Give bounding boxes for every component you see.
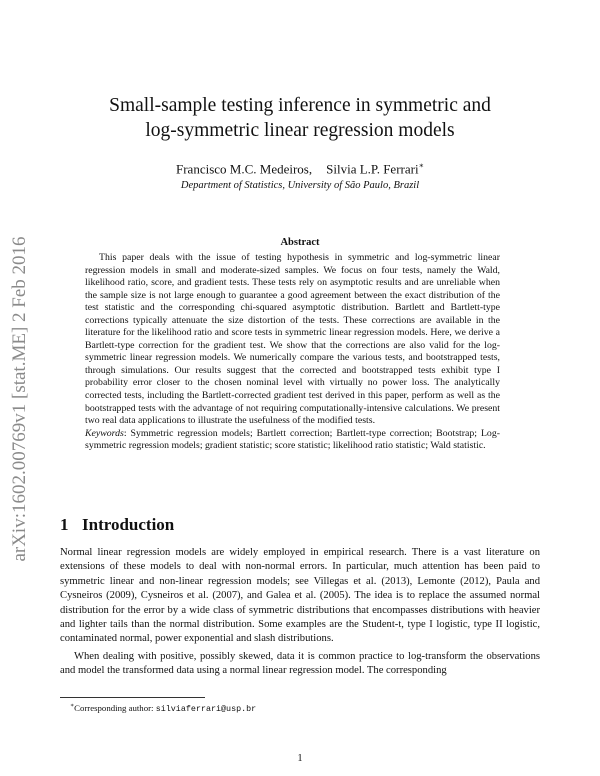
abstract-body <box>85 252 500 453</box>
footnote-label: Corresponding author: <box>74 702 156 713</box>
body-paragraph: When dealing with positive, possibly skewed, data it is common practice to log-transform the observations and model the transformed data using a normal linear regression model. The corresponding <box>60 650 540 677</box>
abstract-text: This paper deals with the issue of testing hypothesis in symmetric and log-symmetric linear regression models in small and moderate-sized samples. We focus on four tests, namely the Wald, likelihood ratio, score, and gradient tests. These tests rely on asymptotic results and are unreliable when the sample size is not large enough to guarantee a good agreement between the exact distribution of the test statistic and the corresponding chi-squared asymptotic distribution. Bartlett and Bartlett-type corrections typically attenuate the size distortion of the tests. These corrections are available in the literature for the likelihood ratio and score tests in symmetric linear regression models. Here, we derive a Bartlett-type correction for the gradient test. We show that the corrections are also valid for the log-symmetric linear regression models. We numerically compare the various tests, and bootstrapped tests, through simulations. Our results suggest that the corrected and bootstrapped tests exhibit type I probability error closer to the chosen nominal level with virtually no power loss. The analytically corrected tests, including the Bartlett-corrected gradient test derived in this paper, perform as well as the bootstrapped tests with the advantage of not requiring computationally-intensive calculations. We present two real data applications to illustrate the usefulness of the modified tests. <box>85 252 500 427</box>
footnote-divider <box>60 697 205 698</box>
paper-title-line-1: Small-sample testing inference in symmetric and <box>109 95 491 116</box>
page-number: 1 <box>297 753 303 764</box>
section-title: Introduction <box>82 515 175 534</box>
keywords-list: : Symmetric regression models; Bartlett correction; Bartlett-type correction; Bootstrap; Log-symmetric regression models; gradient statistic; score statistic; likelihood ratio statistic; Wald statistic. <box>85 427 500 452</box>
corresponding-author-marker: ∗ <box>418 161 424 170</box>
paper-title <box>60 93 540 143</box>
keywords <box>85 428 500 453</box>
section-heading <box>60 514 540 536</box>
footnote-email: silviaferrari@usp.br <box>155 703 257 714</box>
author-name: Francisco M.C. Medeiros, <box>176 161 313 177</box>
paper-title-line-2: log-symmetric linear regression models <box>145 120 455 141</box>
section-body <box>60 546 540 679</box>
author-list <box>60 158 540 177</box>
abstract-heading: Abstract <box>280 237 320 248</box>
arxiv-identifier-stamp: arXiv:1602.00769v1 [stat.ME] 2 Feb 2016 <box>9 236 30 562</box>
keywords-label: Keywords <box>85 427 124 439</box>
author-affiliation: Department of Statistics, University of São Paulo, Brazil <box>180 180 420 191</box>
section-number: 1 <box>60 515 69 534</box>
author-name: Silvia L.P. Ferrari <box>326 161 419 177</box>
body-paragraph: Normal linear regression models are widely employed in empirical research. There is a vast literature on extensions of these models to deal with non-normal errors. In particular, much attention has been paid to symmetric linear and non-linear regression models; see Villegas et al. (2013), Lemonte (2012), Paula and Cysneiros (2009), Cysneiros et al. (2007), and Galea et al. (2005). The idea is to replace the assumed normal distribution for the error by a wide class of symmetric distributions that encompasses distributions with heavier and lighter tails than the normal distribution. Some examples are the Student-t, type I logistic, type II logistic, contaminated normal, power exponential and slash distributions. <box>60 547 540 645</box>
footnote-marker: ∗ <box>70 703 75 709</box>
footnote <box>70 700 540 715</box>
